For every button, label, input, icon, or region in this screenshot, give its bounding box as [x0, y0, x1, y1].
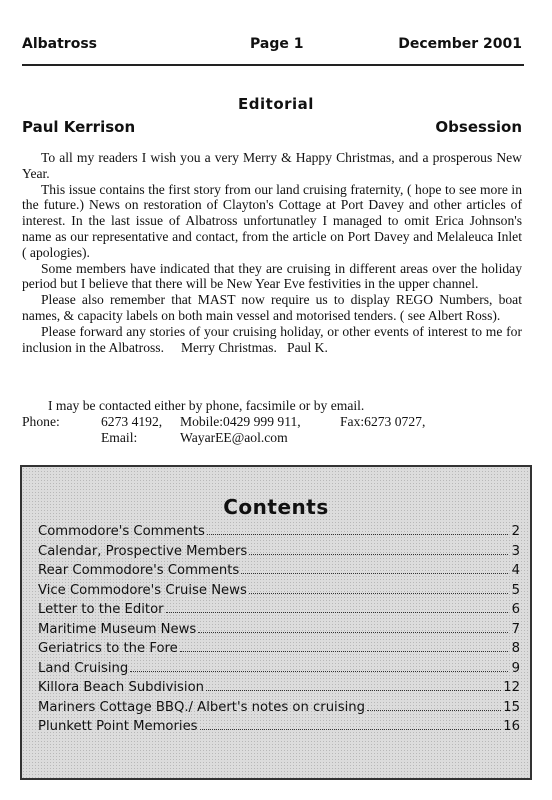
contents-item-page: 12 [503, 680, 520, 695]
publication-name: Albatross [22, 36, 97, 52]
editorial-paragraph: Some members have indicated that they are cruising in different areas over the holiday period but I believe that there will be New Year Eve festivities in the upper channel. [22, 260, 522, 292]
page-number: Page 1 [250, 36, 304, 52]
editorial-body [22, 150, 526, 355]
editorial-paragraph: Please forward any stories of your cruising holiday, or other events of interest to me for inclusion in the Albatross. Merry Christmas. Paul K. [22, 323, 526, 355]
dot-leader [200, 729, 502, 730]
contact-phone-row [22, 414, 522, 430]
contact-intro: I may be contacted either by phone, facsimile or by email. [48, 398, 365, 413]
editorial-heading: Editorial [238, 95, 314, 113]
contents-item [38, 602, 520, 622]
contents-item-title: Commodore's Comments [38, 524, 205, 539]
contents-item-title: Mariners Cottage BBQ./ Albert's notes on cruising [38, 699, 365, 715]
editorial-subject: Obsession [435, 118, 522, 136]
contents-item [38, 641, 520, 661]
dot-leader [206, 690, 501, 691]
contents-list [38, 524, 520, 739]
contents-item-title: Vice Commodore's Cruise News [38, 582, 247, 598]
contents-item-title: Rear Commodore's Comments [38, 563, 240, 578]
contact-block [22, 398, 522, 446]
editorial-paragraph: To all my readers I wish you a very Merry & Happy Christmas, and a prosperous New Year. [22, 150, 522, 181]
dot-leader [207, 534, 508, 535]
contents-item [38, 700, 520, 720]
contents-item-page: 6 [511, 602, 520, 617]
contents-item-title: Killora Beach Subdivision [38, 680, 205, 695]
fax-number: Fax:6273 0727, [340, 414, 426, 429]
page-header [22, 36, 524, 56]
contents-item-page: 4 [511, 563, 520, 578]
contents-item-title: Letter to the Editor [38, 602, 164, 617]
contents-item-page: 2 [511, 524, 520, 539]
header-rule [22, 64, 524, 66]
contents-item-page: 3 [511, 543, 520, 559]
contents-item-page: 8 [511, 641, 520, 656]
contents-item [38, 563, 520, 583]
contents-item [38, 544, 520, 564]
dot-leader [249, 593, 508, 594]
contents-item-page: 15 [503, 699, 520, 715]
contents-item-title: Plunkett Point Memories [38, 719, 198, 734]
contents-title: Contents [223, 495, 329, 519]
contents-item [38, 622, 520, 642]
email-label: Email: [101, 430, 138, 445]
dot-leader [198, 632, 508, 633]
editorial-author: Paul Kerrison [22, 118, 136, 136]
contents-box [20, 465, 532, 780]
dot-leader [367, 710, 501, 711]
contents-item [38, 661, 520, 681]
editorial-paragraph: Please also remember that MAST now require us to display REGO Numbers, boat names, & capacity labels on both main vessel and motorised tenders. ( see Albert Ross). [22, 292, 522, 323]
contents-item-page: 9 [511, 660, 520, 676]
phone-label: Phone: [22, 414, 60, 429]
contents-item-title: Calendar, Prospective Members [38, 543, 248, 559]
contents-item-title: Maritime Museum News [38, 621, 197, 637]
phone-number: 6273 4192, [101, 414, 163, 429]
contents-item-page: 16 [503, 719, 520, 734]
contents-item-title: Geriatrics to the Fore [38, 641, 178, 656]
editorial-paragraph: This issue contains the first story from our land cruising fraternity, ( hope to see more in the future.) News on restoration of Clayton's Cottage at Port Davey and other articles of interest. In the last issue of Albatross unfortunatley I managed to omit Erica Johnson's name as our representative and contact, from the article on Port Davey and Melaleuca Inlet ( apologies). [22, 181, 522, 260]
contents-item-title: Land Cruising [38, 660, 129, 676]
contents-item [38, 524, 520, 544]
issue-date: December 2001 [398, 36, 522, 52]
contents-item-page: 5 [511, 582, 520, 598]
dot-leader [166, 612, 508, 613]
contents-item [38, 719, 520, 739]
contact-email-row [22, 430, 522, 446]
contents-item-page: 7 [511, 621, 520, 637]
dot-leader [130, 671, 508, 672]
email-address: WayarEE@aol.com [180, 430, 288, 445]
contents-item [38, 583, 520, 603]
dot-leader [180, 651, 508, 652]
contents-item [38, 680, 520, 700]
dot-leader [249, 554, 508, 555]
mobile-number: Mobile:0429 999 911, [180, 414, 301, 429]
dot-leader [241, 573, 508, 574]
